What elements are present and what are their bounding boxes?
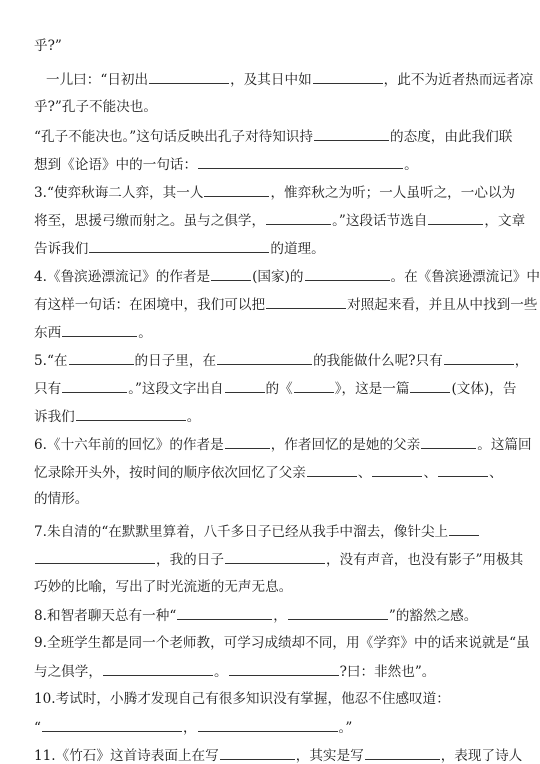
answer-blank[interactable] xyxy=(288,607,388,620)
text: ， xyxy=(514,353,529,369)
line-5 xyxy=(34,184,516,201)
text: ， xyxy=(182,720,197,736)
line-14 xyxy=(34,436,532,453)
answer-blank[interactable] xyxy=(149,71,229,84)
answer-blank[interactable] xyxy=(177,607,272,620)
answer-blank[interactable] xyxy=(103,663,213,676)
text: 只有 xyxy=(34,381,62,397)
answer-blank[interactable] xyxy=(76,408,186,421)
text: 乎?” xyxy=(34,38,62,54)
answer-blank[interactable] xyxy=(198,719,338,732)
text: 的日子里，在 xyxy=(134,353,217,369)
line-20 xyxy=(34,607,512,624)
text: 将至，思援弓缴而射之。虽与之俱学， xyxy=(34,213,266,229)
answer-blank[interactable] xyxy=(294,380,334,393)
text: 。在《鲁滨逊漂流记》中 xyxy=(390,269,540,285)
text: 。 xyxy=(186,409,201,425)
line-25 xyxy=(34,747,523,764)
line-24 xyxy=(34,719,512,736)
text: 、 xyxy=(357,465,372,481)
text: (国家)的 xyxy=(252,269,304,285)
text: ，没有声音，也没有影子”用极其 xyxy=(325,552,524,568)
text: 。 xyxy=(213,664,228,680)
line-15 xyxy=(34,464,512,481)
answer-blank[interactable] xyxy=(365,747,440,760)
line-18 xyxy=(34,551,524,568)
line-8 xyxy=(34,268,540,285)
text: 的态度，由此我们联 xyxy=(389,129,513,145)
text: 4.《鲁滨逊漂流记》的作者是 xyxy=(34,269,211,285)
answer-blank[interactable] xyxy=(229,663,339,676)
answer-blank[interactable] xyxy=(225,380,265,393)
line-9 xyxy=(34,296,538,313)
answer-blank[interactable] xyxy=(35,551,155,564)
text: 的情形。 xyxy=(34,491,89,507)
answer-blank[interactable] xyxy=(307,464,357,477)
line-22 xyxy=(34,663,512,680)
answer-blank[interactable] xyxy=(89,240,269,253)
line-6 xyxy=(34,212,526,229)
text: ， xyxy=(273,608,287,624)
text: ，及其日中如 xyxy=(230,72,312,88)
text: 》，这是一篇 xyxy=(334,381,410,397)
answer-blank[interactable] xyxy=(410,380,450,393)
text: ，惟弈秋之为听；一人虽听之，一心以为 xyxy=(270,185,516,201)
text: “孔子不能决也。”这句话反映出孔子对待知识持 xyxy=(34,129,313,145)
text: 9.全班学生都是同一个老师教，可学习成绩却不同，用《学弈》中的话来说就是“虽 xyxy=(34,635,530,651)
answer-blank[interactable] xyxy=(42,719,182,732)
text: 巧妙的比喻，写出了时光流逝的无声无息。 xyxy=(34,579,293,595)
line-12 xyxy=(34,380,517,397)
line-16 xyxy=(34,491,512,507)
text: 10.考试时，小腾才发现自己有很多知识没有掌握，他忍不住感叹道： xyxy=(34,691,450,707)
text: 东西 xyxy=(34,325,62,341)
text: ，我的日子 xyxy=(156,552,224,568)
line-23 xyxy=(34,691,512,707)
text: 。”这段文字出自 xyxy=(128,381,224,397)
text: (文体)，告 xyxy=(451,381,517,397)
text: 5.“在 xyxy=(34,353,68,369)
line-7 xyxy=(34,240,512,257)
text: 3.“使弈秋诲二人弈，其一人 xyxy=(34,185,204,201)
answer-blank[interactable] xyxy=(217,352,312,365)
line-17 xyxy=(34,523,512,540)
text: 想到《论语》中的一句话： xyxy=(34,157,198,173)
answer-blank[interactable] xyxy=(372,464,422,477)
text: 忆录除开头外，按时间的顺序依次回忆了父亲 xyxy=(34,465,306,481)
text: 一儿曰：“日初出 xyxy=(46,72,149,88)
text: 有这样一句话：在困境中，我们可以把 xyxy=(34,297,266,313)
answer-blank[interactable] xyxy=(225,436,270,449)
answer-blank[interactable] xyxy=(314,128,389,141)
text: ，此不为近者热而远者凉 xyxy=(383,72,534,88)
text: 对照起来看，并且从中找到一些 xyxy=(347,297,538,313)
line-1 xyxy=(46,71,534,88)
text: 乎?”孔子不能决也。 xyxy=(34,99,157,115)
answer-blank[interactable] xyxy=(449,523,479,536)
answer-blank[interactable] xyxy=(62,324,137,337)
line-2 xyxy=(34,99,512,115)
text: 。”这段话节选自 xyxy=(332,213,428,229)
answer-blank[interactable] xyxy=(266,296,346,309)
answer-blank[interactable] xyxy=(428,212,483,225)
text: 。 xyxy=(404,157,418,173)
text: 、 xyxy=(423,465,438,481)
line-11 xyxy=(34,352,529,369)
text: 。” xyxy=(338,720,353,736)
text: ，其实是写 xyxy=(295,748,364,764)
line-19 xyxy=(34,579,512,595)
text: ，表现了诗人 xyxy=(440,748,523,764)
text: 。这篇回 xyxy=(477,437,532,453)
text: 的我能做什么呢?只有 xyxy=(313,353,443,369)
line-13 xyxy=(34,408,512,425)
text: 告诉我们 xyxy=(34,241,89,257)
text: 的道理。 xyxy=(270,241,325,257)
text: 诉我们 xyxy=(34,409,75,425)
text: ，作者回忆的是她的父亲 xyxy=(270,437,421,453)
answer-blank[interactable] xyxy=(69,352,134,365)
text: ，文章 xyxy=(484,213,526,229)
text: 、 xyxy=(489,465,503,481)
answer-blank[interactable] xyxy=(62,380,127,393)
text: “ xyxy=(34,720,41,736)
answer-blank[interactable] xyxy=(444,352,514,365)
line-21 xyxy=(34,635,530,651)
text: 6.《十六年前的回忆》的作者是 xyxy=(34,437,224,453)
line-10 xyxy=(34,324,512,341)
answer-blank[interactable] xyxy=(313,71,383,84)
text: 与之俱学， xyxy=(34,664,102,680)
text: 的《 xyxy=(265,381,293,397)
answer-blank[interactable] xyxy=(438,464,488,477)
answer-blank[interactable] xyxy=(421,436,476,449)
line-3 xyxy=(34,128,512,145)
line-4 xyxy=(34,156,512,173)
text: 。 xyxy=(138,325,152,341)
text: 7.朱自清的“在默默里算着，八千多日子已经从我手中溜去，像针尖上 xyxy=(34,524,449,540)
text: ”的豁然之感。 xyxy=(388,608,478,624)
answer-blank[interactable] xyxy=(220,747,295,760)
answer-blank[interactable] xyxy=(266,212,331,225)
line-0 xyxy=(34,38,512,54)
text: 8.和智者聊天总有一种“ xyxy=(34,608,177,624)
answer-blank[interactable] xyxy=(211,268,251,281)
answer-blank[interactable] xyxy=(204,184,269,197)
answer-blank[interactable] xyxy=(198,156,403,169)
text: ?曰：非然也”。 xyxy=(339,664,436,680)
text: 11.《竹石》这首诗表面上在写 xyxy=(34,748,219,764)
answer-blank[interactable] xyxy=(225,551,325,564)
answer-blank[interactable] xyxy=(305,268,390,281)
